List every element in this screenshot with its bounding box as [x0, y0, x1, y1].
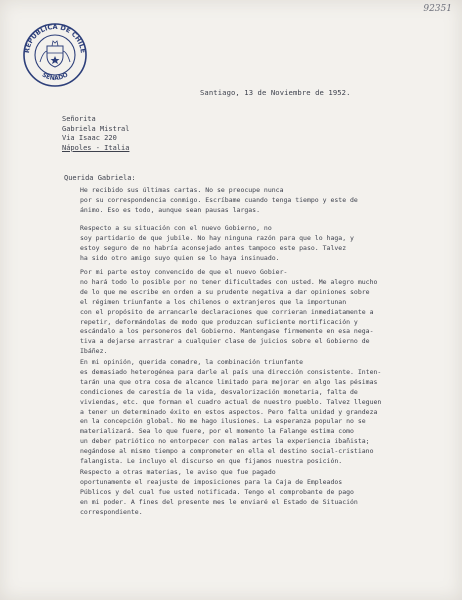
paragraph-line: Respecto a otras materias, le aviso que fue pagado: [80, 468, 276, 476]
addressee-city: Nápoles - Italia: [62, 143, 130, 152]
paragraph-line: ánimo. Eso es todo, aunque sean pausas largas.: [80, 205, 261, 214]
paragraph-line: no hará todo lo posible por no tener dificultades con usted. Me alegro mucho: [80, 277, 378, 286]
paragraph-line: Ibáñez.: [80, 347, 108, 356]
paragraph-2: [80, 224, 400, 264]
paragraph-1: [80, 186, 400, 216]
paragraph-line: ha sido otro amigo suyo quien se lo haya insinuado.: [80, 253, 280, 262]
paragraph-line: materializará. Sea lo que fuere, por el momento la Falange estima como: [80, 427, 354, 436]
svg-text:SENADO: SENADO: [40, 71, 70, 83]
paragraph-line: repetir, deformándolas de modo que produzcan suficiente mortificación y: [80, 317, 358, 326]
paragraph-3: [80, 268, 400, 357]
senate-seal-stamp: [22, 22, 88, 88]
paragraph-line: Por mi parte estoy convencido de que el nuevo Gobier-: [80, 268, 288, 276]
paragraph-line: viviendas, etc. que forman el cuadro actual de nuestro pueblo. Talvez lleguen: [80, 397, 382, 406]
paragraph-line: oportunamente el reajuste de imposiciones para la Caja de Empleados: [80, 477, 343, 486]
paragraph-line: con el propósito de arrancarle declaraciones que corrieran inmediatamente a: [80, 307, 374, 316]
paragraph-line: En mi opinión, querida comadre, la combinación triunfante: [80, 358, 304, 366]
paragraph-line: falangista. Le incluyo el discurso en que fijamos nuestra posición.: [80, 457, 343, 466]
paragraph-line: el régimen triunfante a los chilenos o extranjeros que la importunan: [80, 297, 347, 306]
paragraph-line: un deber patriótico no entorpecer con malas artes la experiencia ibañista;: [80, 437, 370, 446]
addressee-block: [62, 115, 129, 153]
addressee-name: Gabriela Mistral: [62, 124, 130, 133]
paragraph-line: Respecto a su situación con el nuevo Gobierno, no: [80, 224, 272, 232]
paragraph-line: tiva a dejarse arrastrar a cualquier clase de juicios sobre el Gobierno de: [80, 337, 370, 346]
paragraph-line: He recibido sus últimas cartas. No se preocupe nunca: [80, 186, 284, 194]
dateline: Santiago, 13 de Noviembre de 1952.: [200, 88, 351, 97]
paragraph-line: tarán una que otra cosa de alcance limitado para mejorar en algo las pésimas: [80, 377, 378, 386]
paragraph-line: negándose al mismo tiempo a comprometer en ella el destino social-cristiano: [80, 447, 374, 456]
paragraph-4: [80, 358, 400, 467]
paragraph-line: en la concepción global. No me hago ilusiones. La esperanza popular no se: [80, 417, 366, 426]
paragraph-line: estoy seguro de no habría aconsejado antes tampoco este paso. Talvez: [80, 243, 347, 252]
paragraph-line: por su correspondencia conmigo. Escríbame cuando tenga tiempo y este de: [80, 195, 358, 204]
salutation: Querida Gabriela:: [64, 174, 136, 182]
archive-number: 92351: [423, 4, 452, 14]
paragraph-line: correspondiente.: [80, 507, 143, 516]
paragraph-line: de lo que me escribe en orden a su prudente negativa a dar opiniones sobre: [80, 287, 370, 296]
paragraph-line: es demasiado heterogénea para darle al país una dirección consistente. Inten-: [80, 367, 382, 376]
paragraph-line: a tener un determinado éxito en estos aspectos. Pero falta unidad y grandeza: [80, 407, 378, 416]
addressee-title: Señorita: [62, 115, 96, 123]
paragraph-line: en mi poder. A fines del presente mes le enviaré el Estado de Situación: [80, 497, 358, 506]
paragraph-line: escándalo a los personeros del Gobierno. Mantengase firmemente en esa nega-: [80, 327, 374, 336]
paragraph-line: condiciones de carestía de la vida, desvalorización monetaria, falta de: [80, 387, 358, 396]
paragraph-line: Públicos y del cual fue usted notificada. Tengo el comprobante de pago: [80, 487, 354, 496]
paragraph-line: soy partidario de que jubile. No hay ninguna razón para que lo haga, y: [80, 233, 354, 242]
paragraph-5: [80, 468, 400, 518]
addressee-street: Via Isaac 220: [62, 134, 117, 143]
svg-text:REPUBLICA DE CHILE: REPUBLICA DE CHILE: [23, 22, 87, 54]
